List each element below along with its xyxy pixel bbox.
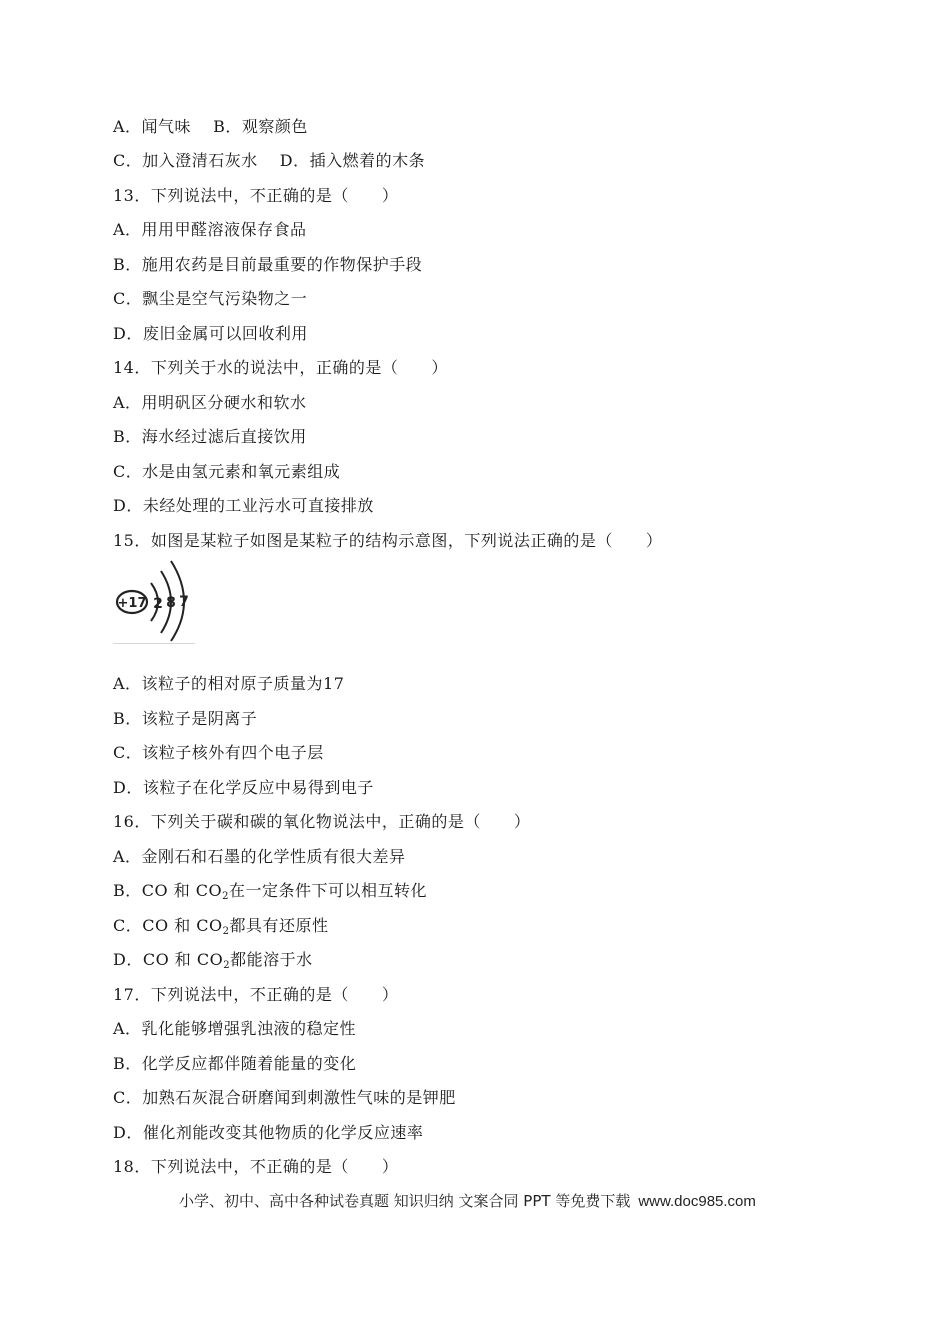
q16-option-b-post: 在一定条件下可以相互转化 bbox=[229, 881, 428, 900]
q12-option-c: C．加入澄清石灰水 bbox=[113, 151, 258, 170]
q12-option-b: B．观察颜色 bbox=[213, 117, 308, 136]
shell-1-electrons: 2 bbox=[153, 596, 163, 612]
q16-option-d bbox=[113, 949, 313, 971]
q15-option-d: D．该粒子在化学反应中易得到电子 bbox=[113, 778, 374, 797]
q12-option-a: A．闻气味 bbox=[113, 117, 192, 136]
q14-stem: 14．下列关于水的说法中，正确的是（ ） bbox=[113, 358, 448, 377]
q12-options-row-2 bbox=[113, 150, 425, 172]
q14-option-c: C．水是由氢元素和氧元素组成 bbox=[113, 462, 341, 481]
q13-option-d: D．废旧金属可以回收利用 bbox=[113, 324, 308, 343]
q13-option-c: C．飘尘是空气污染物之一 bbox=[113, 289, 308, 308]
q15-option-b: B．该粒子是阴离子 bbox=[113, 709, 258, 728]
q16-option-b-sub: 2 bbox=[222, 891, 230, 902]
atom-structure-diagram bbox=[113, 557, 197, 643]
q16-option-b bbox=[113, 880, 427, 902]
q15-option-a: A．该粒子的相对原子质量为17 bbox=[113, 674, 345, 693]
q12-option-d: D．插入燃着的木条 bbox=[279, 151, 426, 170]
shell-3-electrons: 7 bbox=[179, 594, 189, 610]
q17-option-c: C．加熟石灰混合研磨闻到刺激性气味的是钾肥 bbox=[113, 1088, 456, 1107]
q16-option-c-post: 都具有还原性 bbox=[229, 916, 329, 935]
q17-option-d: D．催化剂能改变其他物质的化学反应速率 bbox=[113, 1123, 424, 1142]
q14-option-d: D．未经处理的工业污水可直接排放 bbox=[113, 496, 374, 515]
q16-option-a: A．金刚石和石墨的化学性质有很大差异 bbox=[113, 847, 406, 866]
q12-options-row-1 bbox=[113, 116, 308, 138]
footer-text: 小学、初中、高中各种试卷真题 知识归纳 文案合同 PPT 等免费下载 bbox=[179, 1192, 631, 1210]
q16-option-b-pre: B．CO 和 CO bbox=[113, 881, 223, 900]
q18-stem: 18．下列说法中，不正确的是（ ） bbox=[113, 1157, 399, 1176]
q16-stem: 16．下列关于碳和碳的氧化物说法中，正确的是（ ） bbox=[113, 812, 531, 831]
nucleus-charge: +17 bbox=[117, 596, 147, 611]
q16-option-c-pre: C．CO 和 CO bbox=[113, 916, 223, 935]
q13-option-b: B．施用农药是目前最重要的作物保护手段 bbox=[113, 255, 423, 274]
q13-option-a: A．用用甲醛溶液保存食品 bbox=[113, 220, 307, 239]
q14-option-b: B．海水经过滤后直接饮用 bbox=[113, 427, 307, 446]
q17-option-a: A．乳化能够增强乳浊液的稳定性 bbox=[113, 1019, 357, 1038]
figure-underline bbox=[113, 643, 195, 644]
q16-option-d-post: 都能溶于水 bbox=[230, 950, 313, 969]
footer-url[interactable]: www.doc985.com bbox=[638, 1193, 756, 1210]
q15-option-c: C．该粒子核外有四个电子层 bbox=[113, 743, 324, 762]
q14-option-a: A．用明矾区分硬水和软水 bbox=[113, 393, 307, 412]
q16-option-d-pre: D．CO 和 CO bbox=[113, 950, 224, 969]
page-footer bbox=[179, 1191, 756, 1212]
q17-stem: 17．下列说法中，不正确的是（ ） bbox=[113, 985, 399, 1004]
q16-option-c bbox=[113, 915, 329, 937]
q13-stem: 13．下列说法中，不正确的是（ ） bbox=[113, 186, 399, 205]
q17-option-b: B．化学反应都伴随着能量的变化 bbox=[113, 1054, 357, 1073]
shell-2-electrons: 8 bbox=[166, 595, 176, 611]
q16-option-c-sub: 2 bbox=[222, 926, 230, 937]
q15-stem: 15．如图是某粒子如图是某粒子的结构示意图，下列说法正确的是（ ） bbox=[113, 531, 663, 550]
q16-option-d-sub: 2 bbox=[223, 960, 231, 971]
